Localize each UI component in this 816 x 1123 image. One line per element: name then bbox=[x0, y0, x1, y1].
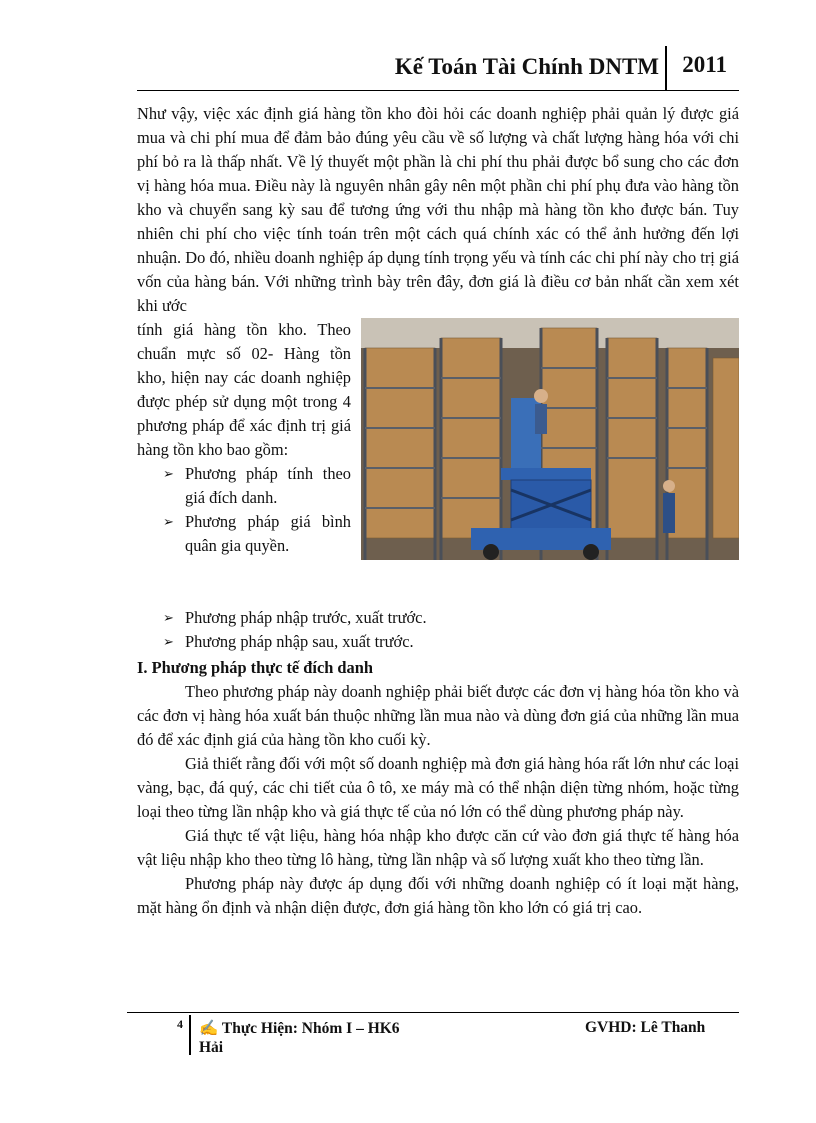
list-item: ➢ Phương pháp giá bình quân gia quyền. bbox=[163, 512, 351, 555]
methods-list-full bbox=[137, 606, 739, 654]
header-divider bbox=[665, 46, 667, 90]
arrowhead-bullet-icon: ➢ bbox=[163, 634, 174, 649]
wrapped-section bbox=[137, 318, 739, 606]
body-paragraph: Giá thực tế vật liệu, hàng hóa nhập kho được căn cứ vào đơn giá thực tế hàng hóa vật liệu nhập kho theo từng lô hàng, từng lần nhập và số lượng xuất kho theo từng lần. bbox=[137, 826, 739, 869]
body-paragraph: Theo phương pháp này doanh nghiệp phải biết được các đơn vị hàng hóa tồn kho và các đơn vị hàng hóa xuất bán thuộc những lần mua nào và dùng đơn giá của những lần mua đó để xác định giá của hàng tồn kho cuối kỳ. bbox=[137, 682, 739, 749]
warehouse-shelves-photo bbox=[361, 318, 739, 560]
arrowhead-bullet-icon: ➢ bbox=[163, 610, 174, 625]
footer-divider bbox=[189, 1015, 191, 1055]
header-year: 2011 bbox=[682, 52, 727, 77]
footer-advisor: GVHD: Lê Thanh bbox=[585, 1019, 706, 1036]
footer-authors: ✍ Thực Hiện: Nhóm I – HK6 bbox=[199, 1020, 400, 1037]
arrowhead-bullet-icon: ➢ bbox=[163, 466, 174, 481]
header-title: Kế Toán Tài Chính DNTM bbox=[394, 54, 659, 79]
page-content bbox=[137, 102, 739, 920]
body-paragraph: Phương pháp này được áp dụng đối với những doanh nghiệp có ít loại mặt hàng, mặt hàng ổn định và nhận diện được, đơn giá hàng tồn kho lớn có giá trị cao. bbox=[137, 874, 739, 917]
arrowhead-bullet-icon: ➢ bbox=[163, 514, 174, 529]
page-header bbox=[137, 46, 739, 91]
methods-list-wrapped bbox=[137, 462, 351, 558]
section-heading: I. Phương pháp thực tế đích danh bbox=[137, 658, 373, 677]
list-item: ➢ Phương pháp nhập trước, xuất trước. bbox=[137, 606, 739, 630]
footer-advisor-surname: Hải bbox=[199, 1039, 224, 1056]
page-number: 4 bbox=[177, 1017, 183, 1031]
body-paragraph: Giả thiết rằng đối với một số doanh nghiệp mà đơn giá hàng hóa rất lớn như các loại vàng, bạc, đá quý, các chi tiết của ô tô, xe máy mà có thể nhận diện từng nhóm, hoặc từng loại theo từng lần nhập kho và giá thực tế của nó lớn có thể dùng phương pháp này. bbox=[137, 754, 739, 821]
list-item: ➢ Phương pháp tính theo giá đích danh. bbox=[163, 464, 351, 507]
wrapped-paragraph bbox=[137, 318, 351, 558]
wrapped-paragraph-text: tính giá hàng tồn kho. Theo chuẩn mực số 02- Hàng tồn kho, hiện nay các doanh nghiệp được phép sử dụng một trong 4 phương pháp để xác định trị giá hàng tồn kho bao gồm: bbox=[137, 320, 351, 459]
list-item: ➢ Phương pháp nhập sau, xuất trước. bbox=[137, 630, 739, 654]
page-footer bbox=[127, 1012, 739, 1056]
intro-paragraph: Như vậy, việc xác định giá hàng tồn kho đòi hỏi các doanh nghiệp phải quản lý được giá mua và chi phí mua để đảm bảo đúng yêu cầu về số lượng và chất lượng hàng hóa với chi phí bỏ ra là thấp nhất. Về lý thuyết một phần là chi phí thu phải được bổ sung cho các đơn vị hàng hóa mua. Điều này là nguyên nhân gây nên một phần chi phí phụ đưa vào hàng tồn kho và chuyển sang kỳ sau để tương ứng với thu nhập mà hàng tồn kho được bán. Tuy nhiên chi phí cho việc tính toán trên một cách quá chính xác có thể ảnh hưởng đến lợi nhuận. Do đó, nhiều doanh nghiệp áp dụng tính trọng yếu và tính các chi phí này cho trị giá vốn của hàng bán. Với những trình bày trên đây, đơn giá là điều cơ bản nhất cần xem xét khi ước bbox=[137, 104, 739, 315]
